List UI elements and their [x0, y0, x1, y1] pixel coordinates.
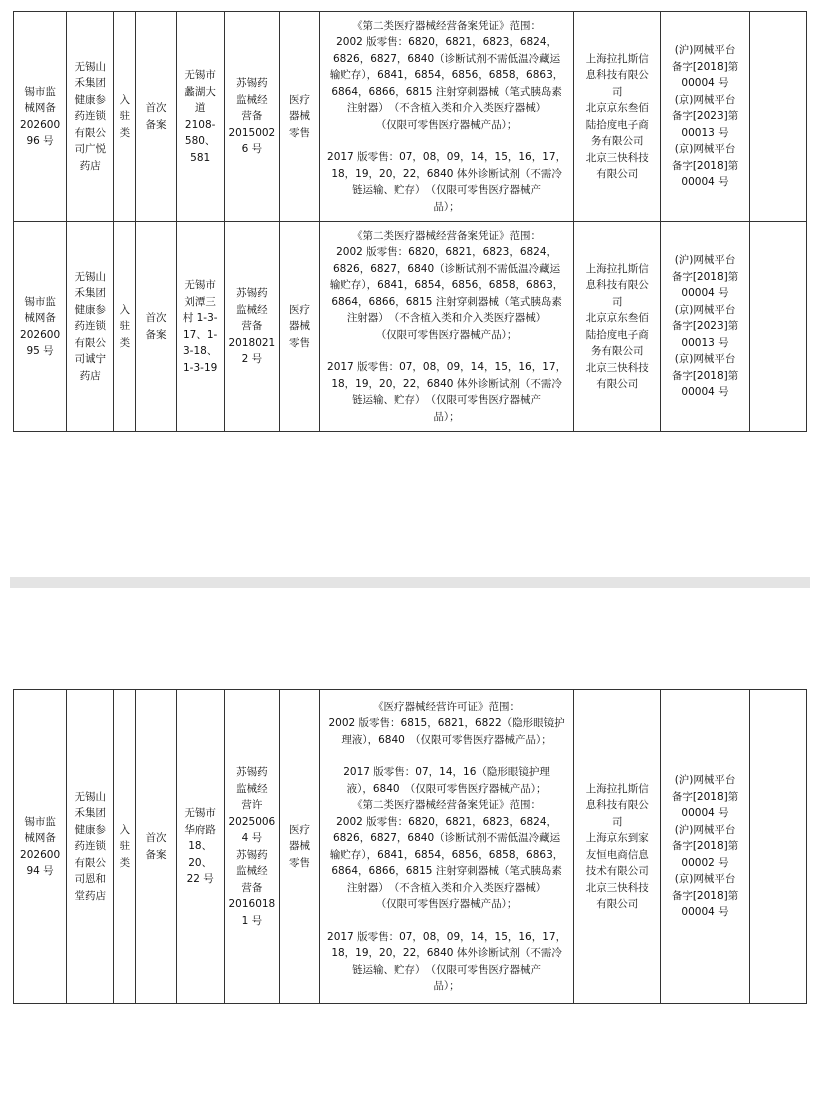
cell-line: 监械经: [236, 865, 268, 877]
cell-line: 无锡市: [184, 807, 216, 820]
cell-line: 零售: [289, 126, 311, 139]
cell-line: 202600: [20, 848, 61, 861]
cell-line: 00004 号: [681, 386, 729, 399]
scope-line: 链运输、贮存） （仅限可零售医疗器械产: [352, 394, 542, 407]
platform-filing-number-cell: [661, 690, 749, 1004]
address-cell: [176, 690, 224, 1004]
record-table-bottom: [13, 689, 807, 1004]
cell-line: (京)网械平台: [674, 353, 736, 366]
scope-line: 18，19，20，22，6840 体外诊断试剂（不需冷: [331, 947, 562, 959]
cell-line: 无锡市: [184, 69, 216, 81]
cell-line: 备字[2018]第: [671, 790, 739, 803]
scope-line: 2017 版零售：07，08，09，14，15，16，17，: [327, 151, 567, 164]
cell-line: 司: [611, 85, 623, 98]
address-cell: [176, 222, 224, 432]
remark-cell: [749, 12, 806, 222]
cell-line: 医疗: [289, 93, 311, 106]
cell-line: 类: [119, 856, 131, 869]
cell-line: 锡市监: [24, 815, 56, 828]
cell-line: 堂药店: [74, 889, 107, 902]
business-scope-cell: [320, 222, 574, 432]
cell-line: 零售: [289, 336, 311, 349]
table-row: [14, 12, 807, 222]
cell-line: (沪)网械平台: [674, 774, 736, 787]
cell-line: 类: [119, 126, 131, 139]
cell-line: 有限公司: [596, 378, 639, 390]
cell-line: 备字[2018]第: [671, 270, 739, 283]
cell-line: 器械: [289, 840, 311, 853]
cell-line: 息科技有限公: [585, 69, 649, 81]
scope-line: 6826，6827，6840（诊断试剂不需低温冷藏运: [332, 52, 561, 65]
cell-line: 备案: [145, 118, 167, 131]
scope-line: （仅限可零售医疗器械产品）；: [375, 328, 518, 341]
cell-line: 健康参: [74, 823, 107, 836]
cell-line: 入: [119, 823, 131, 836]
cell-line: 2015002: [228, 126, 276, 139]
cell-line: (京)网械平台: [674, 93, 736, 106]
cell-line: 入: [119, 93, 131, 106]
business-scope-cell: [320, 12, 574, 222]
cell-line: 2 号: [241, 353, 263, 366]
cell-line: 无锡山: [74, 790, 107, 803]
scope-line: 2002 版零售：6815，6821，6822（隐形眼镜护: [328, 717, 565, 729]
scope-line: 6864，6866，6815 注射穿刺器械（笔式胰岛素: [331, 865, 562, 877]
cell-line: 备字[2018]第: [671, 840, 739, 853]
cell-line: 技术有限公司: [585, 865, 649, 877]
cell-line: 2018021: [228, 336, 276, 349]
cell-line: 道: [194, 102, 206, 114]
platform-filing-number-cell: [661, 222, 749, 432]
cell-line: 入: [119, 303, 131, 316]
cell-line: 580、: [184, 135, 216, 147]
cell-line: 94 号: [26, 865, 54, 877]
scope-line: 注射器） （不含植入类和介入类医疗器械）: [346, 102, 547, 115]
cell-line: 器械: [289, 110, 311, 123]
registration-number-cell: [14, 12, 67, 222]
scope-line: 链运输、贮存） （仅限可零售医疗器械产: [352, 184, 542, 197]
cell-line: 备字[2018]第: [671, 159, 739, 172]
scope-line: 18，19，20，22，6840 体外诊断试剂（不需冷: [331, 167, 562, 180]
cell-line: 司广悦: [74, 143, 107, 156]
cell-line: (京)网械平台: [674, 303, 736, 316]
filing-type-cell: [136, 222, 176, 432]
record-table-top: [13, 11, 807, 432]
company-name-cell: [67, 12, 114, 222]
cell-line: 00004 号: [681, 77, 729, 90]
cell-line: 备字[2018]第: [671, 60, 739, 73]
business-type-cell: [279, 12, 319, 222]
category-cell: [114, 12, 136, 222]
cell-line: 18、: [188, 840, 213, 853]
cell-line: 20、: [188, 856, 213, 869]
cell-line: 无锡山: [74, 270, 107, 283]
license-number-cell: [224, 690, 279, 1004]
remark-cell: [749, 690, 806, 1004]
cell-line: 驻: [119, 320, 131, 333]
cell-line: 北京三快科技: [585, 881, 649, 894]
cell-line: 有限公司: [596, 898, 639, 910]
company-name-cell: [67, 690, 114, 1004]
cell-line: 上海拉扎斯信: [585, 782, 649, 795]
cell-line: 00013 号: [681, 126, 729, 139]
cell-line: 蠡湖大: [184, 85, 216, 98]
cell-line: (沪)网械平台: [674, 254, 736, 267]
cell-line: 备字[2018]第: [671, 889, 739, 902]
platform-filing-number-cell: [661, 12, 749, 222]
scope-line: （仅限可零售医疗器械产品）；: [375, 898, 518, 910]
scope-line: 输贮存），6841，6854，6856，6858，6863，: [329, 279, 564, 292]
cell-line: 禾集团: [74, 287, 107, 300]
filing-type-cell: [136, 12, 176, 222]
cell-line: 器械: [289, 320, 311, 333]
platform-company-cell: [574, 222, 661, 432]
cell-line: 零售: [289, 856, 311, 869]
scope-line: 《第二类医疗器械经营备案凭证》范围：: [352, 19, 542, 32]
cell-line: 械网备: [24, 312, 56, 324]
cell-line: 有限公司: [596, 168, 639, 180]
scope-line: 链运输、贮存） （仅限可零售医疗器械产: [352, 963, 542, 976]
cell-line: 陆拾度电子商: [585, 328, 649, 341]
cell-line: 1-3-19: [183, 361, 218, 374]
cell-line: 监械经: [236, 303, 268, 316]
cell-line: 581: [190, 151, 211, 164]
cell-line: 备案: [145, 848, 167, 861]
cell-line: 2108-: [184, 118, 216, 131]
cell-line: 苏锡药: [236, 766, 268, 778]
cell-line: 医疗: [289, 823, 311, 836]
scope-line: 品）；: [433, 200, 460, 213]
scope-line: 品）；: [433, 980, 460, 992]
scope-line: 6864，6866，6815 注射穿刺器械（笔式胰岛素: [331, 85, 562, 98]
table-row: [14, 690, 807, 1004]
scope-line: 《第二类医疗器械经营备案凭证》范围：: [352, 229, 542, 242]
cell-line: 监械经: [236, 782, 268, 795]
cell-line: 药店: [79, 369, 101, 382]
platform-company-cell: [574, 12, 661, 222]
address-cell: [176, 12, 224, 222]
cell-line: 健康参: [74, 303, 107, 316]
cell-line: 苏锡药: [236, 77, 268, 90]
cell-line: 友恒电商信息: [585, 848, 649, 861]
cell-line: 村 1-3-: [182, 312, 218, 324]
scope-line: 6864，6866，6815 注射穿刺器械（笔式胰岛素: [331, 295, 562, 308]
scope-line: 18，19，20，22，6840 体外诊断试剂（不需冷: [331, 377, 562, 390]
cell-line: 禾集团: [74, 807, 107, 820]
cell-line: 北京京东叁佰: [585, 312, 649, 324]
cell-line: 4 号: [241, 832, 263, 844]
scope-line: [322, 913, 571, 929]
scope-line: 2002 版零售：6820，6821，6823，6824，: [336, 36, 558, 49]
cell-line: 17、1-: [182, 328, 218, 341]
scope-line: 《第二类医疗器械经营备案凭证》范围：: [352, 799, 542, 811]
cell-line: 202600: [20, 118, 61, 131]
cell-line: 首次: [145, 832, 167, 844]
cell-line: 械网备: [24, 102, 56, 114]
cell-line: 22 号: [186, 873, 214, 886]
cell-line: 00013 号: [681, 336, 729, 349]
license-number-cell: [224, 222, 279, 432]
cell-line: 3-18、: [182, 345, 218, 357]
cell-line: 务有限公司: [590, 135, 644, 147]
cell-line: 药连锁: [74, 110, 107, 123]
scope-line: 理液），6840 （仅限可零售医疗器械产品）；: [341, 733, 552, 746]
cell-line: (沪)网械平台: [674, 44, 736, 57]
business-type-cell: [279, 222, 319, 432]
cell-line: 司恩和: [74, 873, 107, 886]
cell-line: 驻: [119, 840, 131, 853]
cell-line: (京)网械平台: [674, 143, 736, 156]
cell-line: 息科技有限公: [585, 279, 649, 291]
scope-line: 6826，6827，6840（诊断试剂不需低温冷藏运: [332, 832, 561, 844]
category-cell: [114, 222, 136, 432]
cell-line: 00004 号: [681, 906, 729, 919]
cell-line: 刘潭三: [184, 295, 216, 308]
cell-line: 00002 号: [681, 856, 729, 869]
cell-line: 首次: [145, 312, 167, 324]
cell-line: 司: [611, 815, 623, 828]
cell-line: 北京京东叁佰: [585, 102, 649, 114]
cell-line: 司诚宁: [74, 353, 107, 366]
cell-line: 备字[2018]第: [671, 369, 739, 382]
business-scope-cell: [320, 690, 574, 1004]
cell-line: 药店: [79, 159, 101, 172]
cell-line: 锡市监: [24, 85, 56, 98]
cell-line: 药连锁: [74, 320, 107, 333]
cell-line: 202600: [20, 328, 61, 341]
scope-line: 2002 版零售：6820，6821，6823，6824，: [336, 246, 558, 259]
cell-line: 营备: [241, 110, 263, 123]
cell-line: 首次: [145, 102, 167, 114]
scope-line: 注射器） （不含植入类和介入类医疗器械）: [346, 881, 547, 894]
cell-line: 1 号: [241, 914, 263, 927]
filing-type-cell: [136, 690, 176, 1004]
platform-company-cell: [574, 690, 661, 1004]
scope-line: 2017 版零售：07，08，09，14，15，16，17，: [327, 930, 567, 943]
license-number-cell: [224, 12, 279, 222]
scope-line: 2017 版零售：07，08，09，14，15，16，17，: [327, 361, 567, 374]
business-type-cell: [279, 690, 319, 1004]
cell-line: 00004 号: [681, 176, 729, 189]
cell-line: 00004 号: [681, 287, 729, 300]
remark-cell: [749, 222, 806, 432]
cell-line: 驻: [119, 110, 131, 123]
cell-line: 北京三快科技: [585, 151, 649, 164]
cell-line: 营备: [241, 881, 263, 894]
cell-line: 北京三快科技: [585, 361, 649, 374]
cell-line: 有限公: [74, 336, 107, 349]
cell-line: 苏锡药: [236, 848, 268, 861]
cell-line: 务有限公司: [590, 345, 644, 357]
scope-line: [322, 748, 571, 764]
cell-line: 备字[2023]第: [671, 110, 739, 123]
cell-line: 备字[2023]第: [671, 320, 739, 333]
scope-line: 输贮存），6841，6854，6856，6858，6863，: [329, 69, 564, 82]
cell-line: 械网备: [24, 832, 56, 844]
registration-number-cell: [14, 690, 67, 1004]
scope-line: 2002 版零售：6820，6821，6823，6824，: [336, 815, 558, 828]
cell-line: 禾集团: [74, 77, 107, 90]
cell-line: 陆拾度电子商: [585, 118, 649, 131]
scope-line: （仅限可零售医疗器械产品）；: [375, 118, 518, 131]
scope-line: 2017 版零售：07，14，16（隐形眼镜护理: [343, 766, 550, 778]
scope-line: 输贮存），6841，6854，6856，6858，6863，: [329, 848, 564, 861]
page-separator: [10, 577, 810, 588]
cell-line: 2025006: [228, 815, 276, 828]
cell-line: 无锡市: [184, 279, 216, 291]
cell-line: 00004 号: [681, 807, 729, 820]
cell-line: 营备: [241, 320, 263, 333]
cell-line: 药连锁: [74, 840, 107, 853]
category-cell: [114, 690, 136, 1004]
cell-line: 上海拉扎斯信: [585, 262, 649, 275]
cell-line: 苏锡药: [236, 287, 268, 300]
cell-line: 健康参: [74, 93, 107, 106]
cell-line: 有限公: [74, 856, 107, 869]
cell-line: 有限公: [74, 126, 107, 139]
cell-line: 锡市监: [24, 295, 56, 308]
scope-line: [322, 343, 571, 359]
cell-line: 营许: [241, 799, 263, 811]
cell-line: 备案: [145, 328, 167, 341]
cell-line: 医疗: [289, 303, 311, 316]
cell-line: (京)网械平台: [674, 873, 736, 886]
scope-line: 6826，6827，6840（诊断试剂不需低温冷藏运: [332, 262, 561, 275]
cell-line: 华府路: [184, 823, 216, 836]
registration-number-cell: [14, 222, 67, 432]
cell-line: 类: [119, 336, 131, 349]
cell-line: 96 号: [26, 135, 54, 147]
scope-line: 品）；: [433, 410, 460, 423]
cell-line: (沪)网械平台: [674, 823, 736, 836]
table-row: [14, 222, 807, 432]
cell-line: 无锡山: [74, 60, 107, 73]
scope-line: 《医疗器械经营许可证》范围：: [373, 700, 521, 713]
cell-line: 司: [611, 295, 623, 308]
cell-line: 6 号: [241, 143, 263, 156]
cell-line: 95 号: [26, 345, 54, 357]
scope-line: 液），6840 （仅限可零售医疗器械产品）；: [346, 782, 547, 795]
cell-line: 上海拉扎斯信: [585, 52, 649, 65]
cell-line: 息科技有限公: [585, 799, 649, 811]
company-name-cell: [67, 222, 114, 432]
scope-line: 注射器） （不含植入类和介入类医疗器械）: [346, 312, 547, 325]
cell-line: 上海京东到家: [585, 832, 649, 844]
cell-line: 2016018: [228, 898, 276, 910]
cell-line: 监械经: [236, 93, 268, 106]
scope-line: [322, 133, 571, 149]
